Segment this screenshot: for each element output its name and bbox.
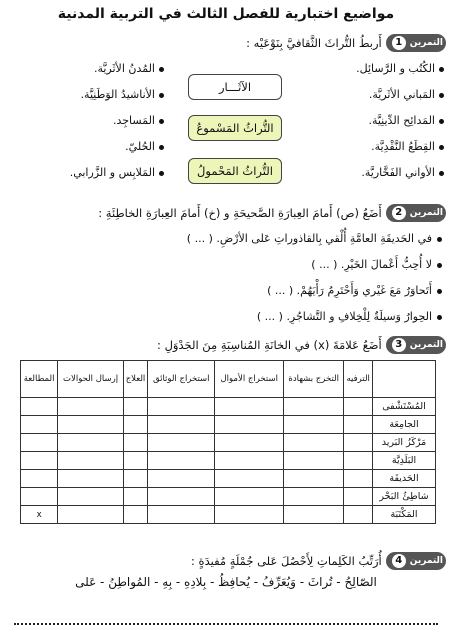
exercise-number: 3 xyxy=(392,338,406,352)
row-header: المَكْتَبَة xyxy=(373,506,436,524)
row-header: الحَديقَة xyxy=(373,470,436,488)
exercise-number: 4 xyxy=(392,554,406,568)
bullet-icon xyxy=(159,67,164,72)
column-header: إرسال الحوالات xyxy=(58,361,124,398)
table-cell[interactable] xyxy=(344,416,373,434)
table-cell[interactable] xyxy=(215,452,284,470)
bullet-icon xyxy=(439,119,444,124)
bullet-icon xyxy=(159,171,164,176)
table-cell[interactable] xyxy=(215,398,284,416)
exercise-3-header xyxy=(157,336,446,354)
table-row xyxy=(21,470,436,488)
exercise-4-instruction: أُرَتِّبُ الكَلِماتِ لِأَحْصُلَ عَلى جُمْلَةٍ مُفيدَةٍ : xyxy=(191,554,382,568)
bullet-icon xyxy=(439,171,444,176)
table-cell[interactable] xyxy=(283,470,343,488)
table-cell[interactable] xyxy=(344,398,373,416)
table-cell[interactable] xyxy=(123,506,147,524)
table-cell[interactable] xyxy=(123,488,147,506)
table-cell[interactable] xyxy=(58,398,124,416)
row-header: البَلَدِيَّة xyxy=(373,452,436,470)
table-cell[interactable] xyxy=(123,470,147,488)
exercise-3-badge xyxy=(386,336,446,354)
table-cell[interactable] xyxy=(123,416,147,434)
table-cell[interactable] xyxy=(58,416,124,434)
column-header: التخرج بشهادة xyxy=(283,361,343,398)
table-row xyxy=(21,416,436,434)
table-cell[interactable] xyxy=(21,452,58,470)
exercise-2-instruction: أَضَعُ (ص) أَمامَ العِبارَةِ الصَّحيحَةِ و (خ) أَمامَ العِبارَةِ الخاطِئَةِ : xyxy=(98,206,382,220)
answer-line[interactable] xyxy=(14,617,438,625)
table-cell[interactable] xyxy=(123,452,147,470)
table-cell[interactable] xyxy=(283,416,343,434)
table-cell[interactable] xyxy=(148,416,215,434)
exercise-4-header xyxy=(191,552,446,570)
column-header: الترفيه xyxy=(344,361,373,398)
table-cell[interactable] xyxy=(148,488,215,506)
ex1-right-column xyxy=(304,56,444,186)
table-cell[interactable] xyxy=(148,398,215,416)
table-row xyxy=(21,488,436,506)
table-cell[interactable] xyxy=(344,434,373,452)
statement-item: الحِوارُ وَسيلَةٌ لِلْخِلافِ و التَّشاجُرِ. ( ... ) xyxy=(10,306,442,328)
column-header: استخراج الوثائق xyxy=(148,361,215,398)
exercise-number: 2 xyxy=(392,206,406,220)
bullet-icon xyxy=(159,119,164,124)
bullet-icon xyxy=(437,315,442,320)
table-row xyxy=(21,506,436,524)
table-cell[interactable] xyxy=(283,488,343,506)
exercise-number: 1 xyxy=(392,36,406,50)
table-cell[interactable] xyxy=(215,506,284,524)
bullet-icon xyxy=(437,263,442,268)
table-cell[interactable] xyxy=(215,470,284,488)
row-header: مَرْكَزُ البَريد xyxy=(373,434,436,452)
table-header-row xyxy=(21,361,436,398)
list-item: المَدائِح الدِّينِيَّة. xyxy=(304,108,444,134)
list-item: القِطَعُ النَّقْدِيَّة. xyxy=(304,134,444,160)
page-title: مواضيع اختبارية للفصل الثالث في التربية المدنية xyxy=(57,6,395,22)
row-header: المُسْتَشْفى xyxy=(373,398,436,416)
list-item: الأواني الفَخَّاريَّة. xyxy=(304,160,444,186)
exercise-4-badge xyxy=(386,552,446,570)
table-cell[interactable] xyxy=(58,470,124,488)
table-cell[interactable] xyxy=(148,506,215,524)
table-cell[interactable] xyxy=(215,416,284,434)
table-cell[interactable] xyxy=(215,434,284,452)
statement-item: في الحَديقَةِ العامَّةِ أُلْقي بِالقاذوراتِ عَلى الأرْضِ. ( ... ) xyxy=(10,228,442,250)
table-cell[interactable] xyxy=(21,416,58,434)
table-cell[interactable] xyxy=(344,452,373,470)
exercise-badge-label: التمرين xyxy=(409,208,443,218)
list-item: الحُليّ. xyxy=(14,134,164,160)
table-cell[interactable] xyxy=(123,434,147,452)
exercise-1-badge xyxy=(386,34,446,52)
bullet-icon xyxy=(159,93,164,98)
list-item: الكُتُب و الرَّسائِل. xyxy=(304,56,444,82)
heritage-type-box: التُّراثُ المَحْمولُ xyxy=(188,158,282,184)
column-header: المطالعة xyxy=(21,361,58,398)
table-cell[interactable] xyxy=(148,470,215,488)
heritage-type-box: التُّراثُ المَسْموعُ xyxy=(188,115,282,141)
matching-table xyxy=(20,360,436,524)
list-item: الأناشيدُ الوَطَنِيَّة. xyxy=(14,82,164,108)
list-item: المُدنُ الأثَريَّة. xyxy=(14,56,164,82)
row-header: الجامِعَة xyxy=(373,416,436,434)
bullet-icon xyxy=(439,145,444,150)
ex1-left-column xyxy=(14,56,164,186)
column-header: استخراج الأموال xyxy=(215,361,284,398)
table-cell[interactable] xyxy=(58,452,124,470)
table-cell[interactable] xyxy=(344,488,373,506)
table-cell[interactable] xyxy=(58,506,124,524)
bullet-icon xyxy=(437,237,442,242)
table-cell[interactable] xyxy=(283,506,343,524)
table-cell[interactable] xyxy=(344,470,373,488)
exercise-1-header xyxy=(246,34,446,52)
table-cell[interactable] xyxy=(21,398,58,416)
exercise-1-instruction: أَربطُ التُّراثَ الثَّقافيَّ بِنَوْعَيْه : xyxy=(246,36,382,50)
table-cell[interactable] xyxy=(148,452,215,470)
list-item: المَساجِد. xyxy=(14,108,164,134)
list-item: المَلابِس و الزَّرابي. xyxy=(14,160,164,186)
exercise-3-instruction: أَضَعُ عَلامَةَ (x) في الخانَةِ المُناسِبَةِ مِنَ الجَدْوَلِ : xyxy=(157,338,382,352)
table-cell[interactable] xyxy=(21,434,58,452)
bullet-icon xyxy=(437,289,442,294)
column-header: العلاج xyxy=(123,361,147,398)
exercise-2-badge xyxy=(386,204,446,222)
table-cell[interactable] xyxy=(215,488,284,506)
list-item: المَباني الأثَريَّة. xyxy=(304,82,444,108)
table-row xyxy=(21,434,436,452)
table-cell[interactable] xyxy=(123,398,147,416)
bullet-icon xyxy=(439,93,444,98)
bullet-icon xyxy=(439,67,444,72)
table-cell[interactable] xyxy=(283,398,343,416)
table-row xyxy=(21,398,436,416)
table-cell[interactable] xyxy=(21,470,58,488)
table-cell[interactable] xyxy=(58,488,124,506)
exercise-badge-label: التمرين xyxy=(409,340,443,350)
table-cell[interactable] xyxy=(21,488,58,506)
row-header: شاطِئُ البَحْر xyxy=(373,488,436,506)
table-cell[interactable] xyxy=(344,506,373,524)
table-cell[interactable] xyxy=(283,434,343,452)
table-cell[interactable] xyxy=(148,434,215,452)
scrambled-words: الصّالِحُ - تُراثَ - وَيُعَرِّفُ - يُحافِظُ - بِلادِهِ - بِهِ - المُواطِنُ - عَلى xyxy=(75,575,377,589)
table-cell[interactable] xyxy=(58,434,124,452)
statement-item: لا أُحِبُّ أَعْمالَ الخَيْرِ. ( ... ) xyxy=(10,254,442,276)
exercise-badge-label: التمرين xyxy=(409,556,443,566)
statement-item: أَتَحاوَرُ مَعَ غَيْري وَأَحْتَرِمُ رَأْيَهُمْ. ( ... ) xyxy=(10,280,442,302)
bullet-icon xyxy=(159,145,164,150)
table-row xyxy=(21,452,436,470)
exercise-badge-label: التمرين xyxy=(409,38,443,48)
heritage-type-box: الآثَـــار xyxy=(188,74,282,100)
checked-cell[interactable]: x xyxy=(21,506,58,524)
corner-cell xyxy=(373,361,436,398)
table-cell[interactable] xyxy=(283,452,343,470)
exercise-2-header xyxy=(98,204,446,222)
